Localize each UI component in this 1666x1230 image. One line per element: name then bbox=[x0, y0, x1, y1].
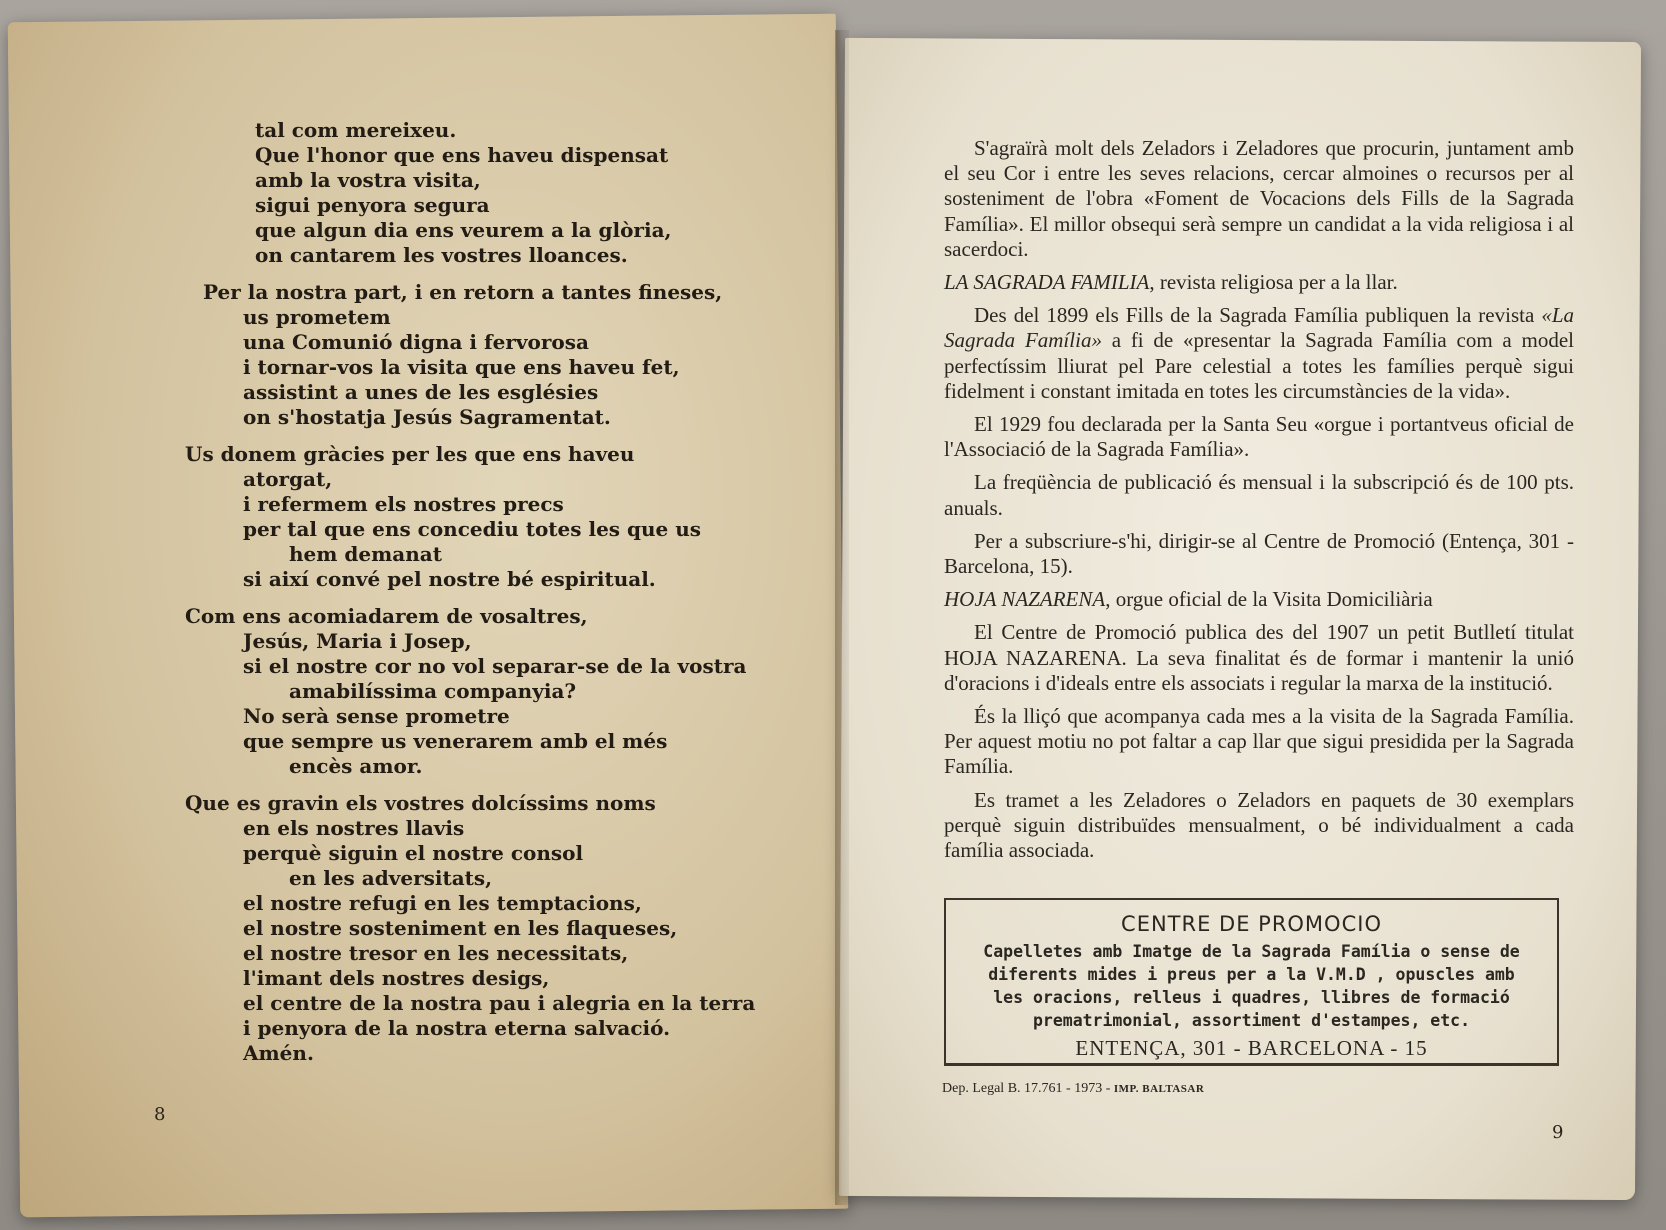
promo-title: CENTRE DE PROMOCIO bbox=[1121, 912, 1382, 936]
poem-line: us prometem bbox=[243, 305, 391, 329]
italic-title: «La Sagrada Família» bbox=[944, 303, 1574, 353]
poem-line: on cantarem les vostres lloances. bbox=[255, 243, 628, 267]
legal-text: Dep. Legal B. 17.761 - 1973 - bbox=[942, 1081, 1114, 1096]
poem-line: amb la vostra visita, bbox=[255, 168, 481, 192]
promo-body: Capelletes amb Imatge de la Sagrada Família o sense de diferents mides i preus per a la V.M.D , opuscles amb les oracions, relleus i quadres, llibres de formació prematrimonial, assortiment d'estampes, etc. bbox=[983, 942, 1520, 1030]
poem-line: assistint a unes de les esglésies bbox=[243, 380, 599, 404]
stanza bbox=[185, 604, 825, 779]
printer-name: IMP. BALTASAR bbox=[1113, 1083, 1205, 1095]
poem-line: hem demanat bbox=[289, 542, 442, 566]
poem-line: Jesús, Maria i Josep, bbox=[243, 629, 472, 653]
poem-line: perquè siguin el nostre consol bbox=[243, 841, 584, 865]
page-number-right: 9 bbox=[1552, 1122, 1564, 1143]
stanza bbox=[185, 442, 825, 592]
paragraph: És la lliçó que acompanya cada mes a la visita de la Sagrada Família. Per aquest motiu no pot faltar a cap llar que sigui presidida per la Sagrada Família. bbox=[944, 704, 1574, 779]
poem-line: una Comunió digna i fervorosa bbox=[243, 330, 589, 354]
poem-line: en les adversitats, bbox=[289, 866, 493, 890]
poem-line: i penyora de la nostra eterna salvació. bbox=[243, 1016, 671, 1040]
text-run: a fi de «presentar la Sagrada Família com a model perfectíssim lliurat pel Pare celestial a totes les famílies perquè sigui fidelment i constant imitada en totes les circumstàncies de la vida». bbox=[944, 328, 1575, 403]
paragraph: Es tramet a les Zeladores o Zeladors en paquets de 30 exemplars perquè siguin distribuïdes mensualment, o bé individualment a cada família associada. bbox=[944, 787, 1574, 863]
poem-line: el nostre sosteniment en les flaqueses, bbox=[243, 916, 678, 940]
page-number-left: 8 bbox=[154, 1104, 166, 1125]
promo-address: ENTENÇA, 301 - BARCELONA - 15 bbox=[1075, 1036, 1428, 1060]
stanza bbox=[185, 791, 825, 1066]
poem-line: Per la nostra part, i en retorn a tantes fineses, bbox=[203, 280, 723, 304]
section-title: LA SAGRADA FAMILIA bbox=[944, 270, 1150, 295]
poem-line: Com ens acomiadarem de vosaltres, bbox=[185, 604, 588, 628]
prayer-text bbox=[185, 118, 825, 1078]
paragraph: El Centre de Promoció publica des del 1907 un petit Butlletí titulat HOJA NAZARENA. La seva finalitat és de formar i mantenir la unió d'oracions i d'ideals entre els associats i regular la marxa de la institució. bbox=[944, 620, 1574, 695]
poem-line: i tornar-vos la visita que ens haveu fet, bbox=[243, 355, 680, 379]
poem-line: per tal que ens concediu totes les que us bbox=[243, 517, 702, 541]
poem-line: el nostre refugi en les temptacions, bbox=[243, 891, 642, 915]
stanza bbox=[185, 118, 825, 268]
poem-line: el centre de la nostra pau i alegria en la terra bbox=[243, 991, 756, 1015]
paragraph bbox=[944, 303, 1574, 404]
poem-line: l'imant dels nostres desigs, bbox=[243, 966, 550, 990]
paragraph: La freqüència de publicació és mensual i la subscripció és de 100 pts. anuals. bbox=[944, 470, 1574, 520]
paragraph: Per a subscriure-s'hi, dirigir-se al Centre de Promoció (Entença, 301 - Barcelona, 15). bbox=[944, 528, 1574, 579]
poem-line: que sempre us venerarem amb el més bbox=[243, 729, 668, 753]
section-subtitle: , revista religiosa per a la llar. bbox=[1149, 270, 1398, 295]
information-text bbox=[944, 136, 1574, 871]
poem-line: que algun dia ens veurem a la glòria, bbox=[255, 218, 672, 242]
section-heading-hoja bbox=[944, 587, 1574, 612]
promo-box bbox=[944, 898, 1559, 1066]
poem-line: si el nostre cor no vol separar-se de la vostra bbox=[243, 654, 747, 678]
poem-line: Amén. bbox=[243, 1041, 314, 1065]
poem-line: atorgat, bbox=[243, 467, 333, 491]
poem-line: Que l'honor que ens haveu dispensat bbox=[255, 143, 669, 167]
poem-line: Us donem gràcies per les que ens haveu bbox=[185, 442, 635, 466]
poem-line: en els nostres llavis bbox=[243, 816, 465, 840]
intro-paragraph: S'agraïrà molt dels Zeladors i Zeladores que procurin, juntament amb el seu Cor i entre les seves relacions, cercar almoines o recursos per al sosteniment de l'obra «Foment de Vocacions dels Fills de la Sagrada Família». El millor obsequi serà sempre un candidat a la vida religiosa i al sacerdoci. bbox=[944, 136, 1574, 261]
poem-line: Que es gravin els vostres dolcíssims noms bbox=[185, 791, 656, 815]
legal-deposit bbox=[942, 1081, 1204, 1097]
section-heading-revista bbox=[944, 270, 1574, 295]
section-subtitle: , orgue oficial de la Visita Domiciliària bbox=[1105, 587, 1433, 612]
poem-line: sigui penyora segura bbox=[255, 193, 490, 217]
paragraph: El 1929 fou declarada per la Santa Seu «orgue i portantveus oficial de l'Associació de la Sagrada Família». bbox=[944, 412, 1574, 462]
poem-line: on s'hostatja Jesús Sagramentat. bbox=[243, 405, 611, 429]
section-title: HOJA NAZARENA bbox=[944, 587, 1106, 612]
poem-line: No serà sense prometre bbox=[243, 704, 510, 728]
poem-line: i refermem els nostres precs bbox=[243, 492, 564, 516]
poem-line: encès amor. bbox=[289, 754, 423, 778]
text-run: Des del 1899 els Fills de la Sagrada Família publiquen la revista bbox=[974, 303, 1542, 328]
poem-line: el nostre tresor en les necessitats, bbox=[243, 941, 629, 965]
stanza bbox=[185, 280, 825, 430]
booklet-spine bbox=[835, 30, 849, 1205]
poem-line: tal com mereixeu. bbox=[255, 118, 457, 142]
poem-line: amabilíssima companyia? bbox=[289, 679, 577, 703]
poem-line: si així convé pel nostre bé espiritual. bbox=[243, 567, 656, 591]
